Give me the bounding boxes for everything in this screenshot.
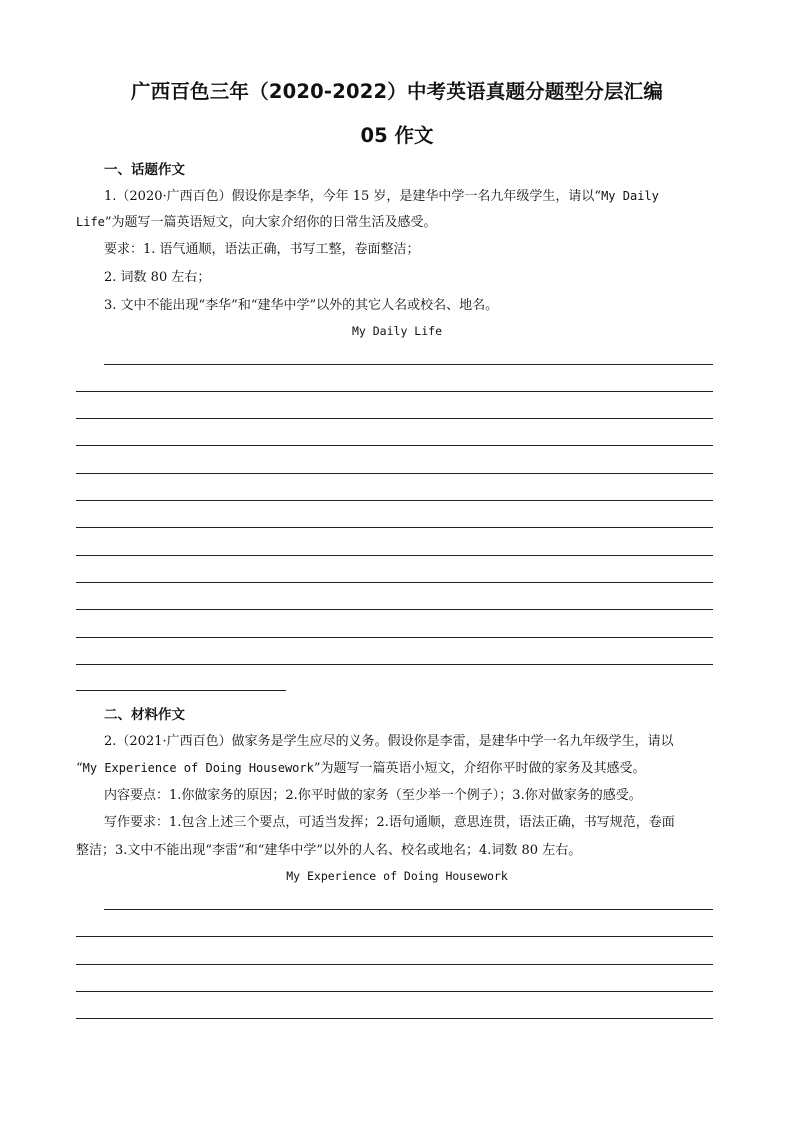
- writing-line: [76, 609, 713, 610]
- writing-line: [76, 936, 713, 937]
- section1-question-en1: My Daily: [601, 189, 659, 203]
- section1-heading: 一、话题作文: [104, 162, 185, 178]
- section2-content-points: 内容要点：1.你做家务的原因；2.你平时做的家务（至少举一个例子）；3.你对做家务的感受。: [104, 788, 642, 803]
- writing-line: [104, 364, 713, 365]
- writing-line: [76, 964, 713, 965]
- section1-requirement-3: 3. 文中不能出现“李华”和“建华中学”以外的其它人名或校名、地名。: [104, 298, 499, 313]
- writing-line: [76, 527, 713, 528]
- writing-line: [76, 637, 713, 638]
- writing-line: [76, 473, 713, 474]
- writing-line: [76, 500, 713, 501]
- writing-line-short: [76, 690, 286, 691]
- document-subtitle: 05 作文: [360, 124, 434, 147]
- section1-requirement-1: 要求：1. 语气通顺，语法正确，书写工整，卷面整洁；: [104, 242, 420, 257]
- section1-question-line2: [76, 208, 437, 237]
- writing-line: [76, 555, 713, 556]
- writing-line: [76, 664, 713, 665]
- writing-line: [76, 391, 713, 392]
- writing-line: [104, 909, 713, 910]
- section2-writing-req-line1: 写作要求：1.包含上述三个要点，可适当发挥；2.语句通顺，意思连贯，语法正确，书写规范，卷面: [104, 815, 675, 830]
- section2-essay-title: My Experience of Doing Housework: [286, 869, 508, 883]
- writing-line: [76, 418, 713, 419]
- section2-question-en: My Experience of Doing Housework: [82, 761, 314, 775]
- document-title: 广西百色三年（2020-2022）中考英语真题分题型分层汇编: [130, 80, 664, 103]
- section2-heading: 二、材料作文: [104, 707, 185, 723]
- section1-question-en2: Life: [76, 215, 105, 229]
- writing-line: [76, 1018, 713, 1019]
- writing-line: [76, 445, 713, 446]
- section2-writing-req-line2: 整洁；3.文中不能出现“李雷”和“建华中学”以外的人名、校名或地名；4.词数 80 左右。: [76, 843, 582, 858]
- section1-requirement-2: 2. 词数 80 左右；: [104, 270, 211, 285]
- section1-essay-title: My Daily Life: [351, 324, 442, 338]
- writing-line: [76, 582, 713, 583]
- writing-line: [76, 991, 713, 992]
- section2-question-quote: “: [76, 761, 83, 776]
- section1-question-prefix: 1.（2020·广西百色）假设你是李华，今年 15 岁，是建华中学一名九年级学生，请以“: [104, 189, 602, 204]
- section1-question-suffix: ”为题写一篇英语短文，向大家介绍你的日常生活及感受。: [104, 215, 437, 230]
- section1-question-line1: [104, 182, 659, 211]
- section2-question-line2: [76, 754, 646, 783]
- section2-question-rest: ”为题写一篇英语小短文，介绍你平时做的家务及其感受。: [313, 761, 646, 776]
- section2-question-line1: 2.（2021·广西百色）做家务是学生应尽的义务。假设你是李雷，是建华中学一名九年级学生，请以: [104, 734, 674, 749]
